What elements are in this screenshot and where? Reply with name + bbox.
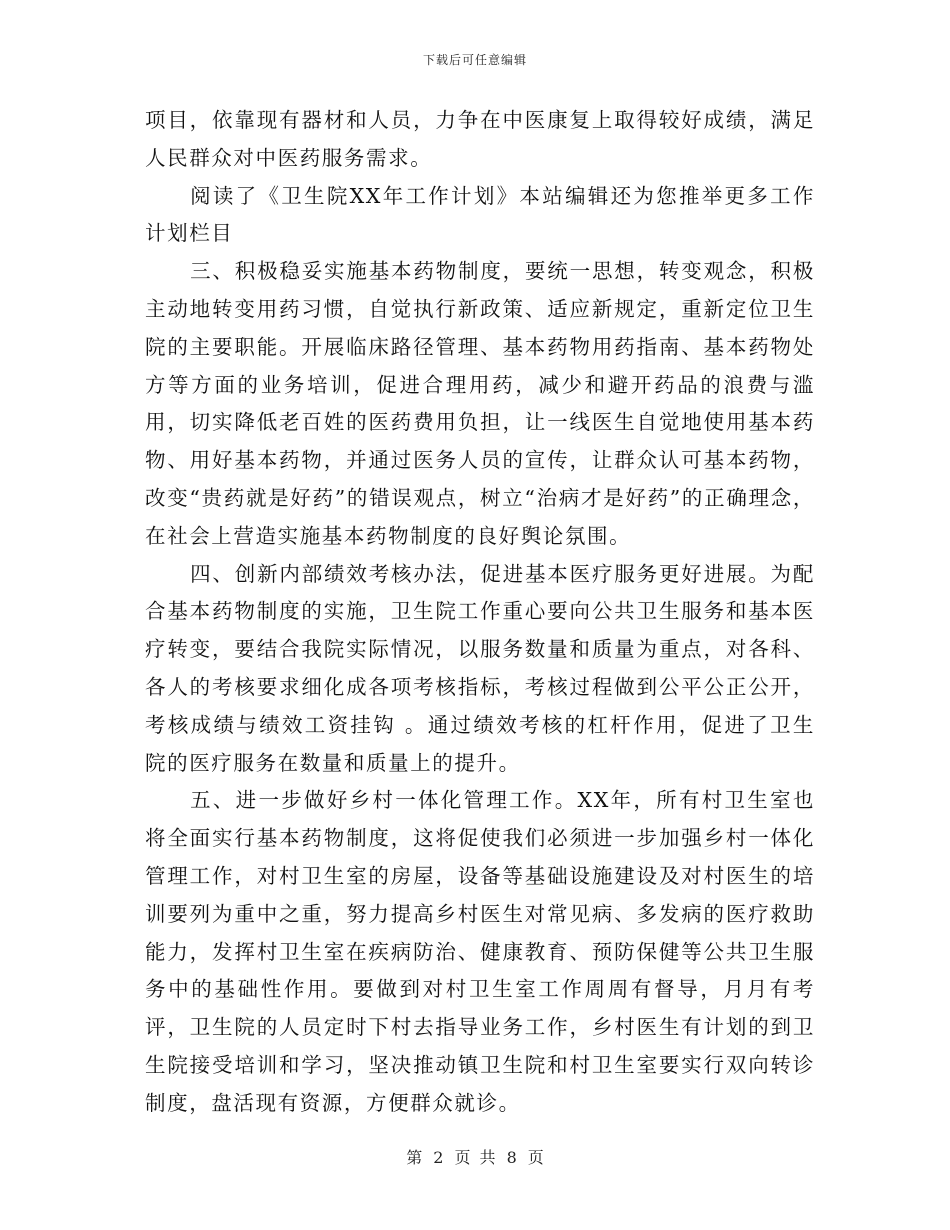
paragraph-section-3: 三、积极稳妥实施基本药物制度，要统一思想，转变观念，积极主动地转变用药习惯，自觉执行新政策、适应新规定，重新定位卫生院的主要职能。开展临床路径管理、基本药物用药指南、基本药物处方等方面的业务培训，促进合理用药，减少和避开药品的浪费与滥用，切实降低老百姓的医药费用负担，让一线医生自觉地使用基本药物、用好基本药物，并通过医务人员的宣传，让群众认可基本药物，改变“贵药就是好药”的错误观点，树立“治病才是好药”的正确理念，在社会上营造实施基本药物制度的良好舆论氛围。 [145,259,815,548]
page-header: 下载后可任意编辑 [422,53,527,67]
footer-prefix: 第 [406,1148,423,1167]
page-footer [0,1147,950,1169]
footer-page-unit: 页 [454,1148,471,1167]
paragraph-section-4: 四、创新内部绩效考核办法，促进基本医疗服务更好进展。为配合基本药物制度的实施，卫生院工作重心要向公共卫生服务和基本医疗转变，要结合我院实际情况，以服务数量和质量为重点，对各科、各人的考核要求细化成各项考核指标，考核过程做到公平公正公开，考核成绩与绩效工资挂钩 。通过绩效考核的杠杆作用，促进了卫生院的医疗服务在数量和质量上的提升。 [145,561,815,775]
paragraph-recommendation: 阅读了《卫生院XX年工作计划》本站编辑还为您推举更多工作计划栏目 [145,183,815,246]
footer-total-pages: 8 [506,1148,517,1167]
footer-page-number: 2 [433,1148,444,1167]
paragraph-section-5: 五、进一步做好乡村一体化管理工作。XX年，所有村卫生室也将全面实行基本药物制度，这将促使我们必须进一步加强乡村一体化管理工作，对村卫生室的房屋，设备等基础设施建设及对村医生的培训要列为重中之重，努力提高乡村医生对常见病、多发病的医疗救助能力，发挥村卫生室在疾病防治、健康教育、预防保健等公共卫生服务中的基础性作用。要做到对村卫生室工作周周有督导，月月有考评，卫生院的人员定时下村去指导业务工作，乡村医生有计划的到卫生院接受培训和学习，坚决推动镇卫生院和村卫生室要实行双向转诊制度，盘活现有资源，方便群众就诊。 [145,788,815,1115]
paragraph-continuation: 项目，依靠现有器材和人员，力争在中医康复上取得较好成绩，满足人民群众对中医药服务需求。 [145,108,815,170]
document-body [145,102,815,1123]
footer-total-word: 共 [479,1148,496,1167]
footer-total-unit: 页 [527,1148,544,1167]
